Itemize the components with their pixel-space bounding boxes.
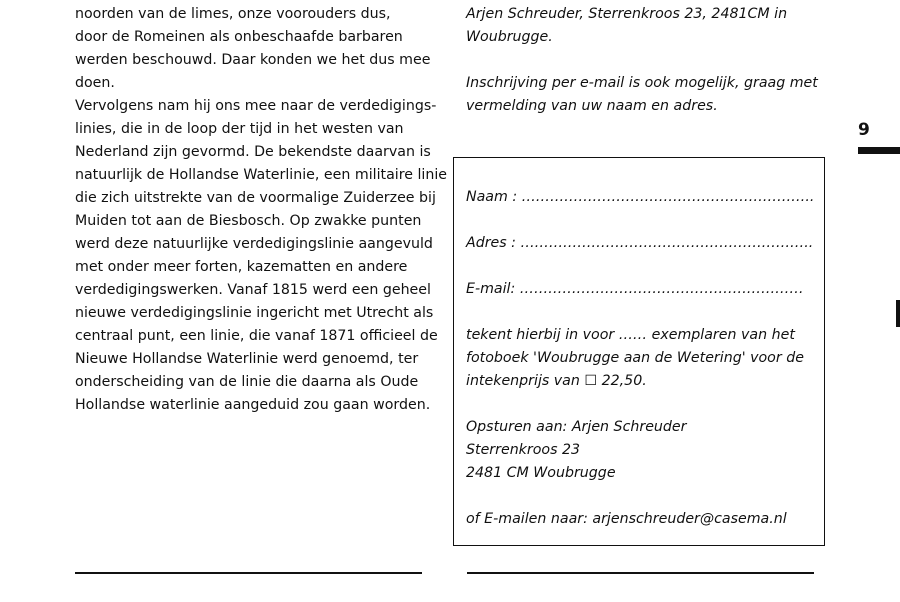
body-text-line: centraal punt, een linie, die vanaf 1871 officieel de <box>75 328 438 344</box>
body-text-line: Nederland zijn gevormd. De bekendste daarvan is <box>75 144 431 160</box>
body-text-line: linies, die in de loop der tijd in het westen van <box>75 121 404 137</box>
address-line: Woubrugge. <box>466 29 553 45</box>
address-line: Arjen Schreuder, Sterrenkroos 23, 2481CM in <box>466 6 788 22</box>
body-text-line: verdedigingswerken. Vanaf 1815 werd een geheel <box>75 282 431 298</box>
body-text-line: nieuwe verdedigingslinie ingericht met Utrecht als <box>75 305 434 321</box>
address-field[interactable]: Adres : …………………………………………………….. <box>466 235 814 251</box>
page-tab-marker <box>858 147 900 154</box>
edge-marker <box>896 300 900 327</box>
email-note-line: Inschrijving per e-mail is ook mogelijk, graag met <box>466 75 818 91</box>
body-text-line: natuurlijk de Hollandse Waterlinie, een militaire linie <box>75 167 448 183</box>
subscription-form <box>466 186 816 531</box>
spacer <box>466 209 816 232</box>
spacer <box>466 393 816 416</box>
body-text-line: doen. <box>75 75 115 91</box>
spacer <box>466 485 816 508</box>
spacer <box>466 301 816 324</box>
body-text-column <box>75 3 448 417</box>
body-text-line: noorden van de limes, onze voorouders dus, <box>75 6 391 22</box>
send-to-street: Sterrenkroos 23 <box>466 442 581 458</box>
body-text-line: Vervolgens nam hij ons mee naar de verdedigings- <box>75 98 437 114</box>
subscription-price-line: intekenprijs van ☐ 22,50. <box>466 373 647 389</box>
body-text-line: werd deze natuurlijke verdedigingslinie aangevuld <box>75 236 433 252</box>
body-text-line: die zich uitstrekte van de voormalige Zuiderzee bij <box>75 190 436 206</box>
body-text-line: door de Romeinen als onbeschaafde barbaren <box>75 29 403 45</box>
body-text-line: met onder meer forten, kazematten en andere <box>75 259 408 275</box>
subscription-form-box <box>453 157 825 546</box>
subscription-text-line: tekent hierbij in voor …… exemplaren van het <box>466 327 795 343</box>
email-note-line: vermelding van uw naam en adres. <box>466 98 718 114</box>
subscription-text-line: fotoboek 'Woubrugge aan de Wetering' voor de <box>466 350 804 366</box>
subscription-info <box>466 3 826 118</box>
body-text-line: werden beschouwd. Daar konden we het dus mee <box>75 52 431 68</box>
send-to-city: 2481 CM Woubrugge <box>466 465 616 481</box>
body-text-line: Muiden tot aan de Biesbosch. Op zwakke punten <box>75 213 422 229</box>
footer-rule-right <box>467 572 814 574</box>
spacer <box>466 255 816 278</box>
footer-rule-left <box>75 572 422 574</box>
name-field[interactable]: Naam : …………………………………………………….. <box>466 189 815 205</box>
email-field[interactable]: E-mail: …………………………………………………… <box>466 281 804 297</box>
page-number: 9 <box>858 120 870 140</box>
body-text-line: onderscheiding van de linie die daarna als Oude <box>75 374 419 390</box>
send-to-line: Opsturen aan: Arjen Schreuder <box>466 419 687 435</box>
email-contact-line: of E-mailen naar: arjenschreuder@casema.nl <box>466 511 787 527</box>
spacer <box>466 49 826 72</box>
body-text-line: Nieuwe Hollandse Waterlinie werd genoemd, ter <box>75 351 419 367</box>
body-text-line: Hollandse waterlinie aangeduid zou gaan worden. <box>75 397 431 413</box>
